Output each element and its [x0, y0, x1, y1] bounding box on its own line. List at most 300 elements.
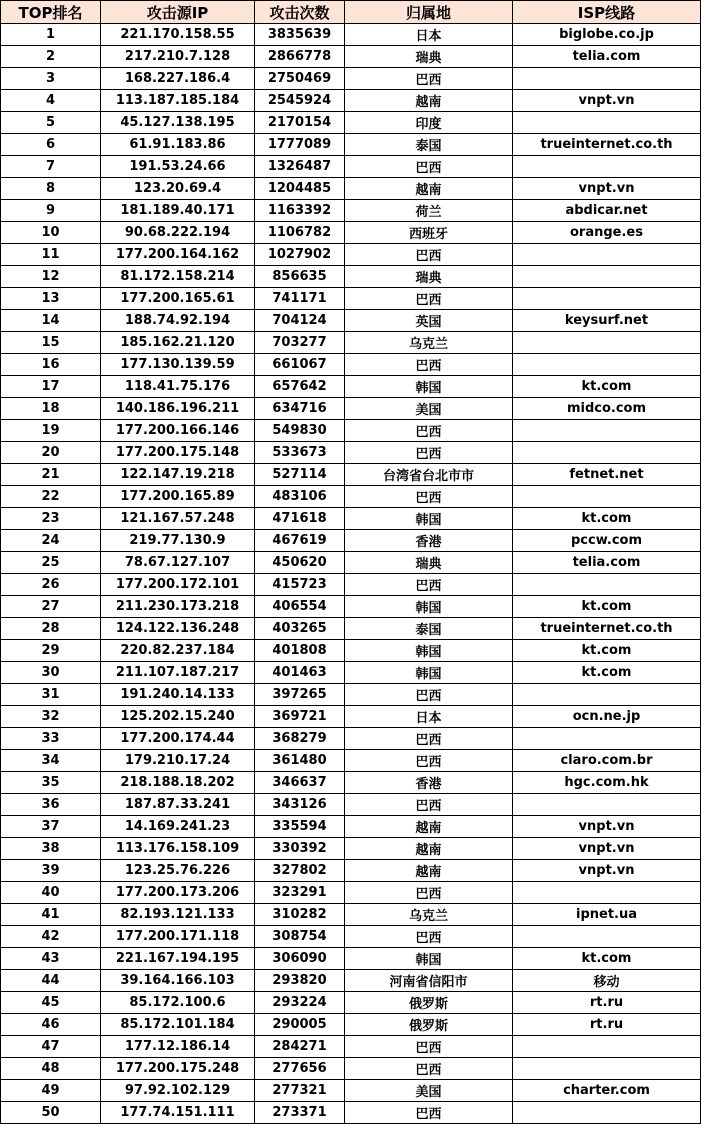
rank-cell: 27	[1, 596, 101, 618]
source-ip-cell: 177.200.165.61	[101, 288, 255, 310]
isp-cell	[513, 1102, 701, 1124]
header-attack-count: 攻击次数	[255, 1, 345, 24]
source-ip-cell: 221.167.194.195	[101, 948, 255, 970]
location-cell: 台湾省台北市市	[345, 464, 513, 486]
attack-count-cell: 397265	[255, 684, 345, 706]
table-row	[1, 178, 701, 200]
attack-count-cell: 335594	[255, 816, 345, 838]
attack-count-cell: 527114	[255, 464, 345, 486]
table-row	[1, 640, 701, 662]
location-cell: 巴西	[345, 420, 513, 442]
attack-count-cell: 467619	[255, 530, 345, 552]
table-row	[1, 332, 701, 354]
source-ip-cell: 181.189.40.171	[101, 200, 255, 222]
isp-cell: kt.com	[513, 640, 701, 662]
table-row	[1, 222, 701, 244]
table-row	[1, 442, 701, 464]
isp-cell: 移动	[513, 970, 701, 992]
table-row	[1, 376, 701, 398]
attack-count-cell: 2750469	[255, 68, 345, 90]
rank-cell: 36	[1, 794, 101, 816]
table-row	[1, 794, 701, 816]
isp-cell: telia.com	[513, 46, 701, 68]
source-ip-cell: 211.107.187.217	[101, 662, 255, 684]
table-row	[1, 24, 701, 46]
isp-cell	[513, 266, 701, 288]
attack-count-cell: 368279	[255, 728, 345, 750]
isp-cell: vnpt.vn	[513, 90, 701, 112]
attack-count-cell: 703277	[255, 332, 345, 354]
location-cell: 巴西	[345, 882, 513, 904]
table-row	[1, 1014, 701, 1036]
rank-cell: 32	[1, 706, 101, 728]
isp-cell	[513, 728, 701, 750]
rank-cell: 13	[1, 288, 101, 310]
attack-count-cell: 323291	[255, 882, 345, 904]
location-cell: 巴西	[345, 574, 513, 596]
isp-cell: telia.com	[513, 552, 701, 574]
isp-cell	[513, 442, 701, 464]
table-row	[1, 112, 701, 134]
isp-cell: charter.com	[513, 1080, 701, 1102]
source-ip-cell: 177.200.166.146	[101, 420, 255, 442]
source-ip-cell: 211.230.173.218	[101, 596, 255, 618]
isp-cell: orange.es	[513, 222, 701, 244]
rank-cell: 22	[1, 486, 101, 508]
isp-cell	[513, 574, 701, 596]
header-rank: TOP排名	[1, 1, 101, 24]
isp-cell	[513, 354, 701, 376]
attack-count-cell: 401808	[255, 640, 345, 662]
rank-cell: 46	[1, 1014, 101, 1036]
attack-count-cell: 401463	[255, 662, 345, 684]
rank-cell: 11	[1, 244, 101, 266]
rank-cell: 34	[1, 750, 101, 772]
isp-cell: ocn.ne.jp	[513, 706, 701, 728]
location-cell: 泰国	[345, 134, 513, 156]
source-ip-cell: 177.200.173.206	[101, 882, 255, 904]
isp-cell	[513, 68, 701, 90]
table-row	[1, 354, 701, 376]
attack-count-cell: 277656	[255, 1058, 345, 1080]
rank-cell: 45	[1, 992, 101, 1014]
isp-cell	[513, 1058, 701, 1080]
table-row	[1, 596, 701, 618]
location-cell: 越南	[345, 178, 513, 200]
isp-cell: kt.com	[513, 662, 701, 684]
source-ip-cell: 221.170.158.55	[101, 24, 255, 46]
isp-cell: kt.com	[513, 948, 701, 970]
rank-cell: 42	[1, 926, 101, 948]
isp-cell: vnpt.vn	[513, 178, 701, 200]
location-cell: 巴西	[345, 68, 513, 90]
table-row	[1, 508, 701, 530]
attack-count-cell: 290005	[255, 1014, 345, 1036]
isp-cell	[513, 794, 701, 816]
attack-count-cell: 661067	[255, 354, 345, 376]
table-row	[1, 1036, 701, 1058]
rank-cell: 47	[1, 1036, 101, 1058]
location-cell: 韩国	[345, 662, 513, 684]
table-row	[1, 530, 701, 552]
isp-cell	[513, 684, 701, 706]
rank-cell: 2	[1, 46, 101, 68]
rank-cell: 28	[1, 618, 101, 640]
table-row	[1, 244, 701, 266]
location-cell: 巴西	[345, 1036, 513, 1058]
source-ip-cell: 185.162.21.120	[101, 332, 255, 354]
attack-count-cell: 346637	[255, 772, 345, 794]
isp-cell: ipnet.ua	[513, 904, 701, 926]
attack-count-cell: 343126	[255, 794, 345, 816]
location-cell: 乌克兰	[345, 904, 513, 926]
location-cell: 日本	[345, 706, 513, 728]
location-cell: 韩国	[345, 376, 513, 398]
table-row	[1, 420, 701, 442]
rank-cell: 50	[1, 1102, 101, 1124]
rank-cell: 25	[1, 552, 101, 574]
attack-count-cell: 1027902	[255, 244, 345, 266]
isp-cell	[513, 926, 701, 948]
attack-count-cell: 856635	[255, 266, 345, 288]
isp-cell: pccw.com	[513, 530, 701, 552]
isp-cell: vnpt.vn	[513, 838, 701, 860]
source-ip-cell: 220.82.237.184	[101, 640, 255, 662]
table-header	[1, 1, 701, 24]
attack-count-cell: 549830	[255, 420, 345, 442]
isp-cell: biglobe.co.jp	[513, 24, 701, 46]
location-cell: 瑞典	[345, 46, 513, 68]
isp-cell	[513, 288, 701, 310]
header-isp: ISP线路	[513, 1, 701, 24]
rank-cell: 31	[1, 684, 101, 706]
rank-cell: 15	[1, 332, 101, 354]
source-ip-cell: 123.25.76.226	[101, 860, 255, 882]
attack-count-cell: 308754	[255, 926, 345, 948]
table-row	[1, 398, 701, 420]
table-row	[1, 706, 701, 728]
table-row	[1, 618, 701, 640]
table-row	[1, 134, 701, 156]
location-cell: 巴西	[345, 728, 513, 750]
rank-cell: 24	[1, 530, 101, 552]
table-row	[1, 46, 701, 68]
rank-cell: 4	[1, 90, 101, 112]
table-row	[1, 156, 701, 178]
table-row	[1, 464, 701, 486]
location-cell: 越南	[345, 838, 513, 860]
location-cell: 巴西	[345, 486, 513, 508]
isp-cell: claro.com.br	[513, 750, 701, 772]
location-cell: 巴西	[345, 750, 513, 772]
rank-cell: 20	[1, 442, 101, 464]
table-row	[1, 486, 701, 508]
attack-count-cell: 327802	[255, 860, 345, 882]
attack-count-cell: 533673	[255, 442, 345, 464]
location-cell: 巴西	[345, 244, 513, 266]
table-row	[1, 68, 701, 90]
source-ip-cell: 123.20.69.4	[101, 178, 255, 200]
source-ip-cell: 217.210.7.128	[101, 46, 255, 68]
source-ip-cell: 113.187.185.184	[101, 90, 255, 112]
table-row	[1, 992, 701, 1014]
header-row	[1, 1, 701, 24]
table-row	[1, 1080, 701, 1102]
table-row	[1, 728, 701, 750]
source-ip-cell: 118.41.75.176	[101, 376, 255, 398]
rank-cell: 10	[1, 222, 101, 244]
source-ip-cell: 90.68.222.194	[101, 222, 255, 244]
rank-cell: 8	[1, 178, 101, 200]
rank-cell: 16	[1, 354, 101, 376]
source-ip-cell: 218.188.18.202	[101, 772, 255, 794]
source-ip-cell: 124.122.136.248	[101, 618, 255, 640]
table-row	[1, 816, 701, 838]
rank-cell: 33	[1, 728, 101, 750]
attack-count-cell: 483106	[255, 486, 345, 508]
isp-cell: keysurf.net	[513, 310, 701, 332]
table-row	[1, 1102, 701, 1124]
isp-cell: vnpt.vn	[513, 816, 701, 838]
source-ip-cell: 113.176.158.109	[101, 838, 255, 860]
isp-cell: fetnet.net	[513, 464, 701, 486]
attack-count-cell: 361480	[255, 750, 345, 772]
attack-count-cell: 310282	[255, 904, 345, 926]
source-ip-cell: 219.77.130.9	[101, 530, 255, 552]
location-cell: 瑞典	[345, 266, 513, 288]
isp-cell: vnpt.vn	[513, 860, 701, 882]
table-row	[1, 288, 701, 310]
location-cell: 巴西	[345, 794, 513, 816]
rank-cell: 7	[1, 156, 101, 178]
source-ip-cell: 140.186.196.211	[101, 398, 255, 420]
location-cell: 巴西	[345, 1058, 513, 1080]
source-ip-cell: 177.200.171.118	[101, 926, 255, 948]
table-row	[1, 684, 701, 706]
source-ip-cell: 97.92.102.129	[101, 1080, 255, 1102]
rank-cell: 40	[1, 882, 101, 904]
location-cell: 美国	[345, 1080, 513, 1102]
isp-cell: trueinternet.co.th	[513, 134, 701, 156]
location-cell: 韩国	[345, 640, 513, 662]
location-cell: 日本	[345, 24, 513, 46]
location-cell: 巴西	[345, 354, 513, 376]
attack-count-cell: 284271	[255, 1036, 345, 1058]
location-cell: 越南	[345, 90, 513, 112]
location-cell: 俄罗斯	[345, 1014, 513, 1036]
table-row	[1, 970, 701, 992]
source-ip-cell: 45.127.138.195	[101, 112, 255, 134]
location-cell: 巴西	[345, 288, 513, 310]
attack-count-cell: 2866778	[255, 46, 345, 68]
source-ip-cell: 177.74.151.111	[101, 1102, 255, 1124]
header-location: 归属地	[345, 1, 513, 24]
source-ip-cell: 14.169.241.23	[101, 816, 255, 838]
source-ip-cell: 177.200.174.44	[101, 728, 255, 750]
source-ip-cell: 191.240.14.133	[101, 684, 255, 706]
attack-count-cell: 293224	[255, 992, 345, 1014]
source-ip-cell: 177.200.175.248	[101, 1058, 255, 1080]
isp-cell	[513, 882, 701, 904]
rank-cell: 38	[1, 838, 101, 860]
rank-cell: 35	[1, 772, 101, 794]
source-ip-cell: 122.147.19.218	[101, 464, 255, 486]
isp-cell	[513, 332, 701, 354]
location-cell: 巴西	[345, 926, 513, 948]
rank-cell: 6	[1, 134, 101, 156]
rank-cell: 5	[1, 112, 101, 134]
rank-cell: 21	[1, 464, 101, 486]
table-row	[1, 574, 701, 596]
source-ip-cell: 187.87.33.241	[101, 794, 255, 816]
rank-cell: 3	[1, 68, 101, 90]
isp-cell	[513, 112, 701, 134]
location-cell: 巴西	[345, 1102, 513, 1124]
rank-cell: 43	[1, 948, 101, 970]
attack-count-cell: 293820	[255, 970, 345, 992]
isp-cell: kt.com	[513, 508, 701, 530]
source-ip-cell: 39.164.166.103	[101, 970, 255, 992]
attack-count-cell: 415723	[255, 574, 345, 596]
table-row	[1, 750, 701, 772]
attack-count-cell: 406554	[255, 596, 345, 618]
attack-count-cell: 330392	[255, 838, 345, 860]
source-ip-cell: 85.172.100.6	[101, 992, 255, 1014]
location-cell: 韩国	[345, 508, 513, 530]
table-row	[1, 904, 701, 926]
attack-count-cell: 1106782	[255, 222, 345, 244]
isp-cell	[513, 420, 701, 442]
attack-count-cell: 369721	[255, 706, 345, 728]
rank-cell: 29	[1, 640, 101, 662]
table-row	[1, 882, 701, 904]
rank-cell: 37	[1, 816, 101, 838]
source-ip-cell: 125.202.15.240	[101, 706, 255, 728]
rank-cell: 49	[1, 1080, 101, 1102]
source-ip-cell: 188.74.92.194	[101, 310, 255, 332]
attack-count-cell: 1163392	[255, 200, 345, 222]
location-cell: 西班牙	[345, 222, 513, 244]
rank-cell: 18	[1, 398, 101, 420]
header-source-ip: 攻击源IP	[101, 1, 255, 24]
attack-count-cell: 634716	[255, 398, 345, 420]
attack-count-cell: 450620	[255, 552, 345, 574]
attack-count-cell: 277321	[255, 1080, 345, 1102]
isp-cell: rt.ru	[513, 1014, 701, 1036]
attack-count-cell: 1777089	[255, 134, 345, 156]
rank-cell: 48	[1, 1058, 101, 1080]
isp-cell: trueinternet.co.th	[513, 618, 701, 640]
location-cell: 泰国	[345, 618, 513, 640]
isp-cell	[513, 156, 701, 178]
table-row	[1, 860, 701, 882]
attack-count-cell: 306090	[255, 948, 345, 970]
rank-cell: 23	[1, 508, 101, 530]
location-cell: 韩国	[345, 948, 513, 970]
source-ip-cell: 177.130.139.59	[101, 354, 255, 376]
attack-count-cell: 2170154	[255, 112, 345, 134]
table-body	[1, 24, 701, 1124]
isp-cell: kt.com	[513, 376, 701, 398]
table-row	[1, 1058, 701, 1080]
isp-cell	[513, 486, 701, 508]
location-cell: 河南省信阳市	[345, 970, 513, 992]
rank-cell: 14	[1, 310, 101, 332]
isp-cell	[513, 1036, 701, 1058]
source-ip-cell: 177.12.186.14	[101, 1036, 255, 1058]
source-ip-cell: 191.53.24.66	[101, 156, 255, 178]
rank-cell: 19	[1, 420, 101, 442]
location-cell: 英国	[345, 310, 513, 332]
rank-cell: 9	[1, 200, 101, 222]
location-cell: 印度	[345, 112, 513, 134]
location-cell: 俄罗斯	[345, 992, 513, 1014]
location-cell: 越南	[345, 860, 513, 882]
rank-cell: 1	[1, 24, 101, 46]
table-row	[1, 772, 701, 794]
location-cell: 巴西	[345, 156, 513, 178]
table-row	[1, 310, 701, 332]
attack-count-cell: 403265	[255, 618, 345, 640]
rank-cell: 39	[1, 860, 101, 882]
location-cell: 瑞典	[345, 552, 513, 574]
source-ip-cell: 179.210.17.24	[101, 750, 255, 772]
rank-cell: 44	[1, 970, 101, 992]
rank-cell: 30	[1, 662, 101, 684]
source-ip-cell: 61.91.183.86	[101, 134, 255, 156]
location-cell: 香港	[345, 772, 513, 794]
table-row	[1, 948, 701, 970]
table-row	[1, 926, 701, 948]
rank-cell: 26	[1, 574, 101, 596]
location-cell: 韩国	[345, 596, 513, 618]
table-row	[1, 552, 701, 574]
source-ip-cell: 177.200.164.162	[101, 244, 255, 266]
attack-count-cell: 1204485	[255, 178, 345, 200]
attack-count-cell: 2545924	[255, 90, 345, 112]
isp-cell: hgc.com.hk	[513, 772, 701, 794]
table-row	[1, 662, 701, 684]
isp-cell: rt.ru	[513, 992, 701, 1014]
source-ip-cell: 78.67.127.107	[101, 552, 255, 574]
source-ip-cell: 81.172.158.214	[101, 266, 255, 288]
source-ip-cell: 168.227.186.4	[101, 68, 255, 90]
rank-cell: 12	[1, 266, 101, 288]
isp-cell: midco.com	[513, 398, 701, 420]
source-ip-cell: 121.167.57.248	[101, 508, 255, 530]
attack-count-cell: 657642	[255, 376, 345, 398]
attack-count-cell: 1326487	[255, 156, 345, 178]
attack-count-cell: 741171	[255, 288, 345, 310]
table-row	[1, 266, 701, 288]
isp-cell: kt.com	[513, 596, 701, 618]
isp-cell: abdicar.net	[513, 200, 701, 222]
source-ip-cell: 177.200.175.148	[101, 442, 255, 464]
attack-count-cell: 471618	[255, 508, 345, 530]
table-row	[1, 200, 701, 222]
attack-count-cell: 704124	[255, 310, 345, 332]
location-cell: 美国	[345, 398, 513, 420]
rank-cell: 41	[1, 904, 101, 926]
location-cell: 巴西	[345, 442, 513, 464]
source-ip-cell: 82.193.121.133	[101, 904, 255, 926]
location-cell: 乌克兰	[345, 332, 513, 354]
attack-count-cell: 273371	[255, 1102, 345, 1124]
location-cell: 越南	[345, 816, 513, 838]
table-row	[1, 838, 701, 860]
table-row	[1, 90, 701, 112]
location-cell: 荷兰	[345, 200, 513, 222]
